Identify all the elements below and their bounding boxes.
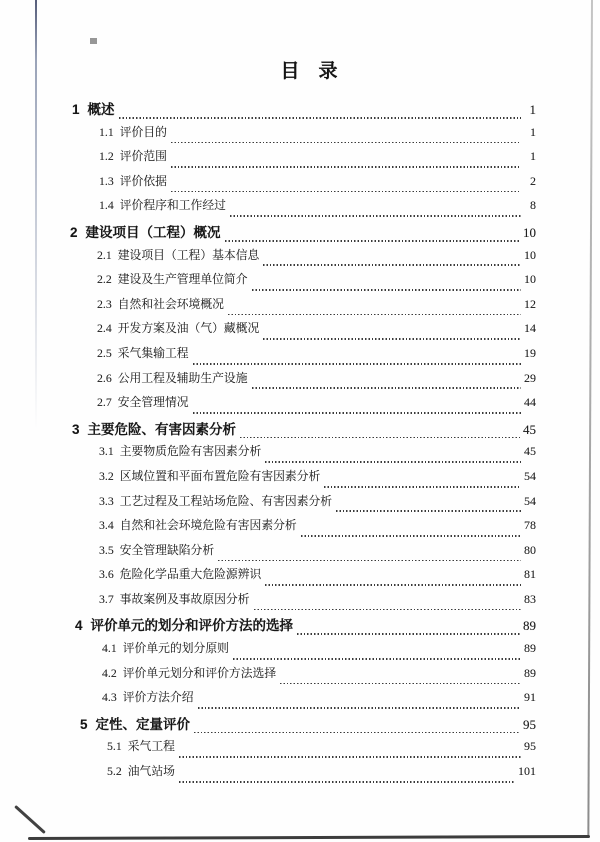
toc-entry-number: 1.1 (99, 124, 114, 139)
toc-entry-page-number: 10 (524, 247, 536, 262)
dot-leader (119, 117, 521, 119)
toc-entry-level2 (72, 123, 536, 148)
toc-entry-title: 评价单元的划分和评价方法的选择 (90, 618, 294, 634)
toc-entry-page-number: 2 (530, 173, 536, 188)
toc-entry-page-number: 8 (530, 198, 536, 213)
dot-leader (252, 289, 521, 291)
toc-entry-number: 3.2 (99, 468, 114, 483)
toc-entry-number: 3.3 (99, 493, 114, 508)
toc-entry-number: 2.4 (97, 321, 112, 336)
toc-entry-number: 3.1 (99, 444, 114, 459)
dot-leader (225, 240, 520, 242)
toc-entry-page-number: 95 (523, 716, 536, 732)
dot-leader (194, 732, 520, 734)
toc-entry-level2 (70, 393, 536, 418)
toc-entry-level2 (75, 664, 536, 689)
toc-entry-page-number: 14 (524, 321, 536, 336)
dot-leader (218, 560, 521, 562)
toc-entry-level2 (72, 541, 536, 566)
toc-entry-number: 5.2 (107, 764, 122, 779)
toc-section (70, 713, 536, 787)
toc-entry-page-number: 1 (529, 102, 536, 117)
dot-leader (198, 707, 521, 709)
toc-entry-title: 评价程序和工作经过 (119, 198, 226, 213)
dot-leader (233, 658, 521, 660)
toc-entry-level1 (75, 614, 536, 639)
toc-subitems (72, 442, 536, 614)
toc-subitems (80, 737, 536, 786)
toc-entry-level2 (80, 737, 536, 762)
toc-entry-level2 (72, 442, 536, 467)
toc-entry-title: 危险化学品重大危险源辨识 (119, 567, 262, 582)
toc-entry-page-number: 101 (518, 764, 536, 779)
toc-entry-level2 (72, 172, 536, 197)
dot-leader (240, 437, 520, 439)
toc-subitems (72, 123, 536, 221)
toc-entry-level2 (72, 196, 536, 221)
toc-entry-number: 1.2 (99, 149, 114, 164)
toc-entry-title: 油气站场 (127, 764, 175, 779)
toc-entry-title: 安全管理情况 (117, 395, 189, 410)
toc-entry-page-number: 45 (523, 421, 536, 437)
toc-entry-page-number: 81 (524, 567, 536, 582)
toc-entry-number: 4.2 (102, 665, 117, 680)
toc-entry-level2 (72, 590, 536, 615)
dot-leader (228, 314, 521, 316)
toc-entry-number: 5 (80, 716, 88, 732)
toc-entry-title: 评价依据 (119, 173, 167, 188)
toc-list (70, 98, 536, 787)
dot-leader (179, 756, 521, 758)
scan-left-edge-line (35, 0, 37, 430)
dot-leader (171, 191, 521, 193)
toc-entry-title: 采气集输工程 (117, 345, 189, 360)
toc-entry-level2 (72, 467, 536, 492)
toc-entry-number: 4 (75, 618, 83, 634)
dot-leader (324, 486, 521, 488)
toc-entry-page-number: 1 (530, 149, 536, 164)
dot-leader (179, 781, 515, 783)
toc-entry-number: 2.2 (97, 272, 112, 287)
toc-entry-title: 主要物质危险有害因素分析 (119, 444, 262, 459)
dot-leader (301, 535, 521, 537)
toc-entry-page-number: 95 (524, 739, 536, 754)
toc-entry-number: 2.3 (97, 296, 112, 311)
scan-right-edge-line (587, 0, 593, 838)
toc-entry-number: 3 (72, 421, 80, 437)
toc-entry-title: 安全管理缺陷分析 (119, 542, 215, 557)
toc-entry-number: 5.1 (107, 739, 122, 754)
toc-entry-level2 (70, 344, 536, 369)
toc-entry-page-number: 89 (523, 618, 536, 634)
toc-entry-number: 4.3 (102, 690, 117, 705)
dot-leader (263, 264, 521, 266)
toc-entry-page-number: 91 (524, 690, 536, 705)
toc-section (70, 418, 536, 615)
dot-leader (265, 584, 521, 586)
toc-entry-title: 评价单元划分和评价方法选择 (122, 665, 277, 680)
toc-entry-number: 3.4 (99, 518, 114, 533)
dot-leader (230, 215, 521, 217)
dot-leader (252, 387, 521, 389)
toc-entry-level1 (72, 98, 536, 123)
toc-entry-page-number: 54 (524, 493, 536, 508)
scan-bottom-edge-line (28, 835, 590, 840)
toc-entry-level2 (70, 319, 536, 344)
toc-entry-title: 建设及生产管理单位简介 (117, 272, 248, 287)
dot-leader (193, 363, 521, 365)
toc-entry-level2 (80, 762, 536, 787)
dot-leader (336, 510, 521, 512)
dot-leader (171, 166, 521, 168)
toc-entry-page-number: 83 (524, 591, 536, 606)
toc-entry-number: 1.3 (99, 173, 114, 188)
toc-section (70, 614, 536, 712)
toc-subitems (75, 639, 536, 713)
toc-entry-title: 自然和社会环境概况 (117, 296, 224, 311)
toc-section (70, 98, 536, 221)
toc-entry-title: 区域位置和平面布置危险有害因素分析 (119, 468, 321, 483)
toc-entry-number: 1.4 (99, 198, 114, 213)
dot-leader (263, 338, 521, 340)
toc-entry-level2 (72, 516, 536, 541)
toc-entry-number: 4.1 (102, 641, 117, 656)
toc-entry-level2 (72, 147, 536, 172)
toc-entry-page-number: 44 (524, 395, 536, 410)
toc-entry-page-number: 89 (524, 641, 536, 656)
toc-entry-title: 自然和社会环境危险有害因素分析 (119, 518, 297, 533)
toc-entry-title: 主要危险、有害因素分析 (87, 421, 237, 437)
toc-entry-page-number: 10 (523, 224, 536, 240)
toc-entry-page-number: 10 (524, 272, 536, 287)
toc-entry-title: 评价范围 (119, 149, 167, 164)
toc-entry-level2 (72, 565, 536, 590)
toc-entry-title: 工艺过程及工程站场危险、有害因素分析 (119, 493, 333, 508)
toc-section (70, 221, 536, 418)
toc-entry-number: 2.1 (97, 247, 112, 262)
page-content (70, 58, 536, 787)
toc-entry-level2 (75, 688, 536, 713)
toc-entry-number: 3.5 (99, 542, 114, 557)
toc-entry-level2 (70, 369, 536, 394)
dot-leader (280, 683, 521, 685)
toc-entry-page-number: 1 (530, 124, 536, 139)
dot-leader (254, 609, 521, 611)
toc-entry-title: 事故案例及事故原因分析 (119, 591, 250, 606)
toc-entry-title: 公用工程及辅助生产设施 (117, 370, 248, 385)
toc-entry-number: 1 (72, 102, 80, 117)
toc-entry-level1 (70, 221, 536, 246)
toc-subitems (70, 246, 536, 418)
toc-entry-level1 (80, 713, 536, 738)
toc-entry-title: 评价单元的划分原则 (122, 641, 229, 656)
toc-entry-number: 2.5 (97, 345, 112, 360)
toc-entry-level2 (70, 295, 536, 320)
toc-entry-level2 (70, 270, 536, 295)
toc-entry-number: 2.7 (97, 395, 112, 410)
toc-entry-page-number: 78 (524, 518, 536, 533)
toc-entry-number: 3.7 (99, 591, 114, 606)
toc-entry-level2 (72, 492, 536, 517)
toc-entry-title: 评价方法介绍 (122, 690, 194, 705)
scan-speck-artifact (90, 38, 97, 44)
toc-entry-page-number: 89 (524, 665, 536, 680)
toc-entry-title: 建设项目（工程）基本信息 (117, 247, 260, 262)
toc-entry-title: 概述 (87, 102, 115, 117)
toc-entry-number: 2.6 (97, 370, 112, 385)
toc-entry-page-number: 12 (524, 296, 536, 311)
toc-entry-page-number: 45 (524, 444, 536, 459)
toc-entry-level1 (72, 418, 536, 443)
page-title: 目 录 (280, 61, 338, 82)
toc-entry-page-number: 80 (524, 542, 536, 557)
dot-leader (193, 412, 521, 414)
toc-entry-title: 评价目的 (119, 124, 167, 139)
toc-entry-page-number: 54 (524, 468, 536, 483)
toc-entry-level2 (70, 246, 536, 271)
toc-entry-title: 建设项目（工程）概况 (85, 224, 221, 240)
scan-corner-curve (14, 805, 46, 834)
dot-leader (297, 633, 520, 635)
toc-entry-number: 2 (70, 224, 78, 240)
dot-leader (171, 142, 521, 144)
toc-entry-page-number: 19 (524, 345, 536, 360)
dot-leader (265, 461, 521, 463)
toc-entry-title: 开发方案及油（气）藏概况 (117, 321, 260, 336)
toc-entry-page-number: 29 (524, 370, 536, 385)
toc-entry-number: 3.6 (99, 567, 114, 582)
toc-entry-level2 (75, 639, 536, 664)
toc-entry-title: 采气工程 (127, 739, 175, 754)
toc-entry-title: 定性、定量评价 (95, 716, 191, 732)
